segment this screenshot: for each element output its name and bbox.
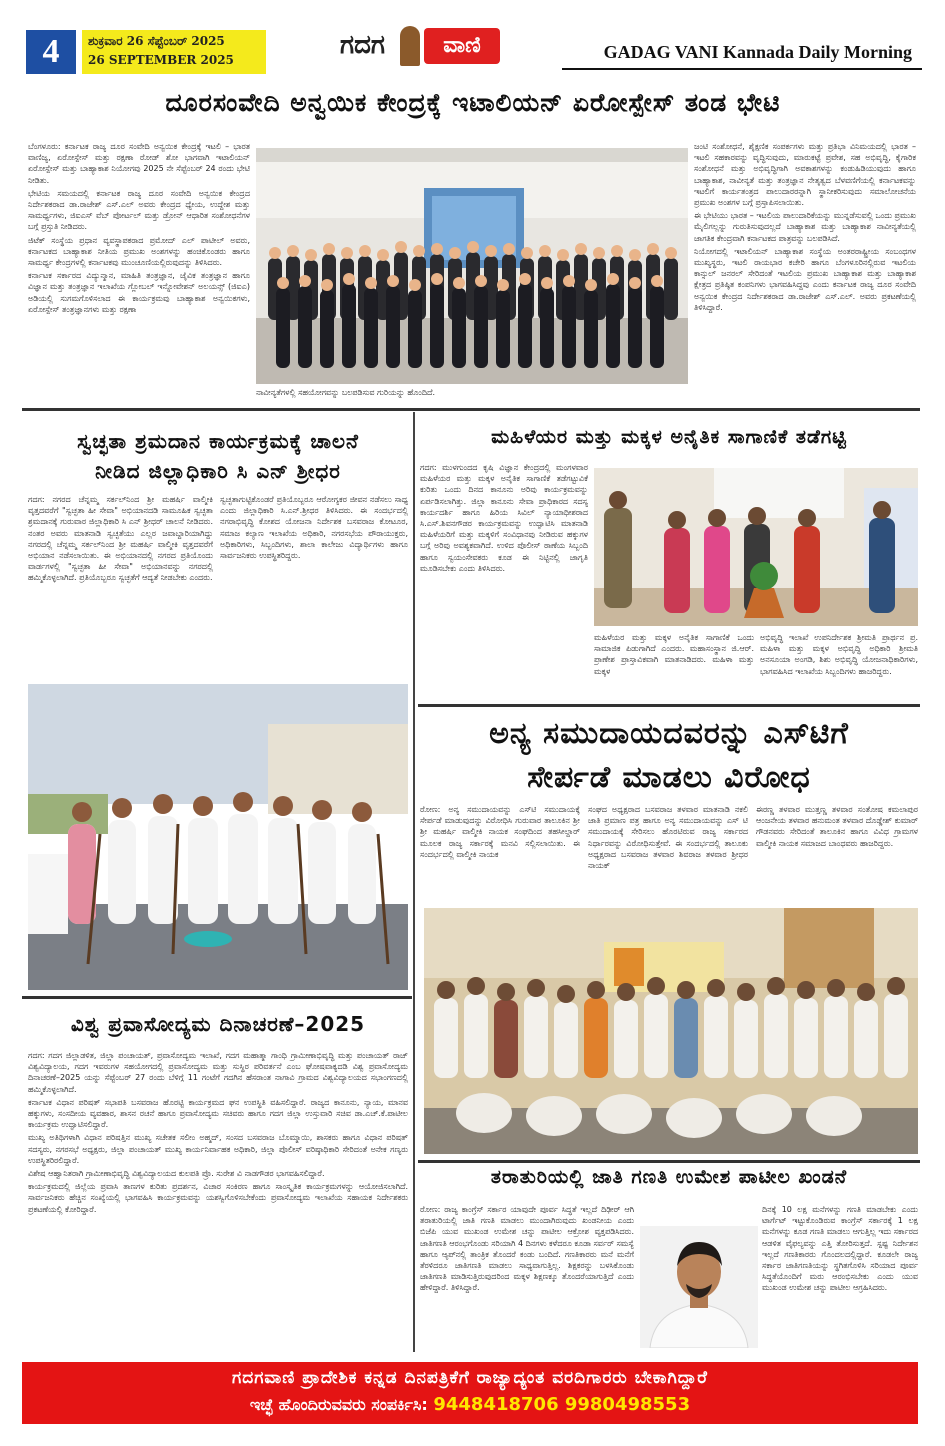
article5-col2: ಸಂಘದ ಅಧ್ಯಕ್ಷರಾದ ಬಸವರಾಜ ತಳವಾರ ಮಾತನಾಡಿ ನಕಲಿ ಜಾತಿ ಪ್ರಮಾಣ ಪತ್ರ ಹಾಗೂ ಅನ್ಯ ಸಮುದಾಯವನ್ನು ಎಸ್ ಟಿ ಸಮುದಾಯಕ್ಕೆ ಸೇರಿಸಲು ಹೊರಟಿರುವ ರಾಜ್ಯ ಸರ್ಕಾರದ ನಿರ್ಧಾರವನ್ನು ವಿರೋಧಿಸುತ್ತೇವೆ. ಈ ಸಂದರ್ಭದಲ್ಲಿ ತಾಲೂಕು ಅಧ್ಯಕ್ಷರಾದ ಬಸವರಾಜ ತಳವಾರ ಶಿವರಾಜ ತಳವಾರ ಶ್ರೀಧರ ನಾಯಕ್ [588, 805, 748, 871]
article6-portrait [640, 1226, 758, 1348]
article3-headline: ವಿಶ್ವ ಪ್ರವಾಸೋದ್ಯಮ ದಿನಾಚರಣೆ–2025 [70, 1012, 366, 1036]
paragraph: ವಿಶೇಷ ಆಹ್ವಾನಿತರಾಗಿ ಗ್ರಾಮೀಣಾಭಿವೃದ್ಧಿ ವಿಶ್ವವಿದ್ಯಾಲಯದ ಕುಲಪತಿ ಪ್ರೊ. ಸುರೇಶ ವಿ ನಾಡಗೌಡರ ಭಾಗವಹಿಸಲಿದ್ದಾರೆ. [28, 1169, 325, 1179]
section-divider [22, 408, 920, 411]
article4-headline: ಮಹಿಳೆಯರ ಮತ್ತು ಮಕ್ಕಳ ಅನೈತಿಕ ಸಾಗಾಣಿಕೆ ತಡೆಗಟ್ಟಿ [491, 426, 847, 448]
paragraph: ಜಂಟಿ ಸಂಶೋಧನೆ, ಶೈಕ್ಷಣಿಕ ಸಂಪರ್ಕಗಳು ಮತ್ತು ಪ್ರತಿಭಾ ವಿನಿಮಯದಲ್ಲಿ ಭಾರತ – ಇಟಲಿ ಸಹಕಾರವನ್ನು ವೃದ್ಧಿಸುವುದು, ಮಾರುಕಟ್ಟೆ ಪ್ರವೇಶ, ಸಹ ಅಭಿವೃದ್ಧಿ, ಕೈಗಾರಿಕ ಸಂಶೋಧನೆ ಮತ್ತು ಅಭಿವೃದ್ಧಿಗಾಗಿ ಅವಕಾಶಗಳನ್ನು ಕಂಡುಹಿಡಿಯುವುದು ಹಾಗೂ ಬಾಹ್ಯಾಕಾಶ, ನಾವೀನ್ಯತೆ ಮತ್ತು ತಂತ್ರಜ್ಞಾನ ನೇತೃತ್ವದ ಬೆಳವಣಿಗೆಯಲ್ಲಿ ಕರ್ನಾಟಕವನ್ನು ಇಟಲಿಗೆ ಕಾರ್ಯತಂತ್ರದ ಪಾಲುದಾರರನ್ನಾಗಿ ಸ್ಥಾನೀಕರಿಸುವುದು ಸಮಾಲೋಚನೆಯ ಪ್ರಮುಖ ಅಂಶಗಳ ಬಗ್ಗೆ ಪ್ರಸ್ತಾಪಿಸಲಾಯಿತು. [694, 142, 916, 208]
article5-headline [420, 712, 918, 800]
article5-col1: ರೋಣ: ಅನ್ಯ ಸಮುದಾಯವನ್ನು ಎಸ್‍ಟಿ ಸಮುದಾಯಕ್ಕೆ ಸೇರ್ಪಡೆ ಮಾಡುವುದನ್ನು ವಿರೋಧಿಸಿ ಗುರುವಾರ ತಾಲೂಕಿನ ಶ್ರೀ ಶ್ರೀ ಮಹರ್ಷಿ ವಾಲ್ಮೀಕಿ ನಾಯಕ ಸಂಘದಿಂದ ತಹಸೀಲ್ದಾರ್ ಮೂಲಕ ರಾಜ್ಯ ಸರ್ಕಾರಕ್ಕೆ ಮನವಿ ಸಲ್ಲಿಸಲಾಯಿತು. ಈ ಸಂದರ್ಭದಲ್ಲಿ ವಾಲ್ಮೀಕಿ ನಾಯಕ [420, 805, 580, 859]
paragraph: ಈ ಭೇಟಿಯು ಭಾರತ – ಇಟಲಿಯ ಪಾಲುದಾರಿಕೆಯನ್ನು ಮುನ್ನಡೆಸುವಲ್ಲಿ ಒಂದು ಪ್ರಮುಖ ಮೈಲಿಗಲ್ಲನ್ನು ಗುರುತಿಸುವುದಲ್ಲದೆ ಬಾಹ್ಯಾಕಾಶ ಮತ್ತು ಬಾಹ್ಯಾಕಾಶ ನಾವೀನ್ಯತೆಯಲ್ಲಿ ಜಾಗತಿಕ ಕೇಂದ್ರವಾಗಿ ಕರ್ನಾಟಕದ ಪಾತ್ರವನ್ನು ಬಲಪಡಿಸಿದೆ. [694, 211, 916, 243]
logo-text-right: ವಾಣಿ [424, 28, 500, 64]
paragraph: ಕಾರ್ಯಕ್ರಮದಲ್ಲಿ ಜಿಲ್ಲೆಯ ಪ್ರವಾಸಿ ತಾಣಗಳ ಕುರಿತು ಪ್ರದರ್ಶನ, ವಿಚಾರ ಸಂಕಿರಣ ಹಾಗೂ ಸಾಂಸ್ಕೃತಿಕ ಕಾರ್ಯಕ್ರಮಗಳನ್ನು ಆಯೋಜಿಸಲಾಗಿದೆ. ಸಾರ್ವಜನಿಕರು ಹೆಚ್ಚಿನ ಸಂಖ್ಯೆಯಲ್ಲಿ ಭಾಗವಹಿಸಿ ಕಾರ್ಯಕ್ರಮವನ್ನು ಯಶಸ್ವಿಗೊಳಿಸಬೇಕೆಂದು ಪ್ರವಾಸೋದ್ಯಮ ಇಲಾಖೆಯ ಸಹಾಯಕ ನಿರ್ದೇಶಕರು ಪ್ರಕಟಣೆಯಲ್ಲಿ ಕೋರಿದ್ದಾರೆ. [28, 1182, 408, 1214]
newspaper-logo [312, 24, 512, 74]
footer-banner [22, 1362, 918, 1424]
page-number: 4 [26, 30, 76, 74]
section-divider [22, 996, 412, 999]
article5-photo [424, 908, 918, 1154]
paragraph: ಬೆಂಗಳೂರು: ಕರ್ನಾಟಕ ರಾಜ್ಯ ದೂರ ಸಂವೇದಿ ಅನ್ವಯಿಕ ಕೇಂದ್ರಕ್ಕೆ ಇಟಲಿ – ಭಾರತ ವಾಣಿಜ್ಯ, ಏರೋಸ್ಪೇಸ್ ಮತ್ತು ರಕ್ಷಣಾ ರೋಡ್ ಶೋ ಭಾಗವಾಗಿ ಇಟಾಲಿಯನ್ ಏರೋಸ್ಪೇಸ್ ಮತ್ತು ಬಾಹ್ಯಾಕಾಶ ನಿಯೋಗವು 2025 ನೇ ಸೆಪ್ಟೆಂಬರ್ 24 ರಂದು ಭೇಟಿ ನೀಡಿತು. [28, 142, 250, 185]
article6-right-text: ದಿನಕ್ಕೆ 10 ಲಕ್ಷ ಮನೆಗಳನ್ನು ಗಣತಿ ಮಾಡಬೇಕು ಎಂದು ಟಾರ್ಗೆಟ್ ಇಟ್ಟುಕೊಂಡಿರುವ ಕಾಂಗ್ರೆಸ್ ಸರ್ಕಾರಕ್ಕೆ 1 ಲಕ್ಷ ಮನೆಗಳನ್ನು ಕೂಡ ಗಣತಿ ಮಾಡಲು ಆಗುತ್ತಿಲ್ಲ ಇದು ಸರ್ಕಾರದ ಆಡಳಿತ ವೈಫಲ್ಯವನ್ನು ಎತ್ತಿ ತೋರಿಸುತ್ತದೆ. ಸ್ಪಷ್ಟ ನಿರ್ದೇಶನ ಇಲ್ಲದೆ ಗಣತಿಕಾರರು ಗೊಂದಲದಲ್ಲಿದ್ದಾರೆ. ಕೂಡಲೇ ರಾಜ್ಯ ಸರ್ಕಾರ ಜಾತಿಗಣತಿಯನ್ನು ಸ್ಥಗಿತಗೊಳಿಸಿ ಸರಿಯಾದ ಪೂರ್ವ ಸಿದ್ಧತೆಯೊಂದಿಗೆ ಮರು ಆರಂಭಿಸಬೇಕು ಎಂದು ಯುವ ಮುಖಂಡ ಉಮೇಶ ಚನ್ನು ಪಾಟೀಲ ಆಗ್ರಹಿಸಿದರು. [762, 1205, 918, 1293]
article3-text [28, 1050, 408, 1350]
article4-photo [594, 468, 918, 626]
column-divider [413, 412, 415, 1352]
article1-right-text [694, 141, 916, 403]
article6-left-text: ರೋಣ: ರಾಜ್ಯ ಕಾಂಗ್ರೆಸ್ ಸರ್ಕಾರ ಯಾವುದೇ ಪೂರ್ವ ಸಿದ್ಧತೆ ಇಲ್ಲದೆ ದಿಢೀರ್ ಆಗಿ ತರಾತುರಿಯಲ್ಲಿ ಜಾತಿ ಗಣತಿ ಮಾಡಲು ಮುಂದಾಗಿರುವುದು ಖಂಡನೀಯ ಎಂದು ಬಿಜೆಪಿ ಯುವ ಮುಖಂಡ ಉಮೇಶ ಚನ್ನು ಪಾಟೀಲ ಆಕ್ರೋಶ ವ್ಯಕ್ತಪಡಿಸಿದರು. ಜಾತಿಗಣತಿ ಆರಂಭಗೊಂಡು ಸರಿಯಾಗಿ 4 ದಿನಗಳು ಕಳೆದರೂ ಕೂಡಾ ಸರ್ವರ್ ಸಮಸ್ಯೆ ಹಾಗೂ ಆ್ಯಪ್‍ನಲ್ಲಿ ತಾಂತ್ರಿಕ ತೊಂದರೆ ಕಂಡು ಬಂದಿದೆ. ಗಣತಿಕಾರರು ಮನೆ ಮನೆಗೆ ತೆರಳಿದರೂ ಜಾತಿಗಣತಿ ಮಾಡಲು ಸಾಧ್ಯವಾಗುತ್ತಿಲ್ಲ. ಶಿಕ್ಷಕರನ್ನು ಬಳಸಿಕೊಂಡು ಜಾತಿಗಣತಿ ಮಾಡಿಸುತ್ತಿರುವುದರಿಂದ ಮಕ್ಕಳ ಶಿಕ್ಷಣಕ್ಕೂ ತೊಂದರೆಯಾಗುತ್ತಿದೆ ಎಂದು ಹೇಳಿದ್ದಾರೆ. ತಿಳಿಸಿದ್ದಾರೆ. [420, 1205, 634, 1293]
masthead [22, 24, 922, 74]
date-kannada: ಶುಕ್ರವಾರ 26 ಸೆಪ್ಟೆಂಬರ್ 2025 [88, 34, 225, 48]
article2-headline-line2: ನೀಡಿದ ಜಿಲ್ಲಾಧಿಕಾರಿ ಸಿ ಎನ್ ಶ್ರೀಧರ [95, 459, 341, 483]
article5-headline-line1: ಅನ್ಯ ಸಮುದಾಯದವರನ್ನು ಎಸ್‍ಟಿಗೆ [489, 716, 849, 751]
paragraph: ಮುಖ್ಯ ಅತಿಥಿಗಳಾಗಿ ವಿಧಾನ ಪರಿಷತ್ತಿನ ಮುಖ್ಯ ಸಚೇತಕ ಸಲೀಂ ಅಹ್ಮದ್, ಸಂಸದ ಬಸವರಾಜ ಬೊಮ್ಮಾಯಿ, ಶಾಸಕರು ಹಾಗೂ ವಿಧಾನ ಪರಿಷತ್ ಸದಸ್ಯರು, ನಗರಸಭೆ ಅಧ್ಯಕ್ಷರು, ಜಿಲ್ಲಾ ಪಂಚಾಯತ್ ಮುಖ್ಯ ಕಾರ್ಯನಿರ್ವಾಹಕ ಅಧಿಕಾರಿ, ಜಿಲ್ಲಾ ಪೊಲೀಸ್ ವರಿಷ್ಠಾಧಿಕಾರಿ ಸೇರಿದಂತೆ ಅನೇಕ ಗಣ್ಯರು ಉಪಸ್ಥಿತರಿರಲಿದ್ದಾರೆ. [28, 1133, 408, 1165]
paragraph: ಭೇಟಿಯ ಸಮಯದಲ್ಲಿ ಕರ್ನಾಟಕ ರಾಜ್ಯ ದೂರ ಸಂವೇದಿ ಅನ್ವಯಿಕ ಕೇಂದ್ರದ ನಿರ್ದೇಶಕರಾದ ಡಾ.ರಾಜೇಶ್ ಎಸ್.ಎಲ್ ಅವರು ಕೇಂದ್ರದ ಧ್ಯೇಯ, ಉದ್ದೇಶ ಮತ್ತು ಸಾಮರ್ಥ್ಯಗಳು, ಜಿಐಎಸ್ ವೆಬ್ ಪೋರ್ಟಲ್ ಮತ್ತು ಡ್ರೋನ್ ಆಧಾರಿತ ಸಂಶೋಧನೆಗಳ ಬಗ್ಗೆ ಪ್ರಸ್ತುತಿ ನೀಡಿದರು. [28, 188, 250, 232]
article2-headline [28, 426, 408, 486]
brand-rule [562, 68, 922, 70]
article2-headline-line1: ಸ್ವಚ್ಛತಾ ಶ್ರಮದಾನ ಕಾರ್ಯಕ್ರಮಕ್ಕೆ ಚಾಲನೆ [77, 429, 359, 453]
footer-line1: ಗದಗವಾಣಿ ಪ್ರಾದೇಶಿಕ ಕನ್ನಡ ದಿನಪತ್ರಿಕೆಗೆ ರಾಜ್ಯಾದ್ಯಂತ ವರದಿಗಾರರು ಬೇಕಾಗಿದ್ದಾರೆ [232, 1368, 708, 1388]
article2-col1: ಗದಗ: ನಗರದ ಚೆನ್ನಮ್ಮ ಸರ್ಕಲ್‍ನಿಂದ ಶ್ರೀ ಮಹರ್ಷಿ ವಾಲ್ಮೀಕಿ ವೃತ್ತದವರೆಗೆ "ಸ್ವಚ್ಛತಾ ಹೀ ಸೇವಾ" ಅಭಿಯಾನದಡಿ ಸಾಮೂಹಿಕ ಸ್ವಚ್ಛತಾ ಶ್ರಮದಾನಕ್ಕೆ ಗುರುವಾರ ಜಿಲ್ಲಾಧಿಕಾರಿ ಸಿ ಎನ್ ಶ್ರೀಧರ್ ಚಾಲನೆ ನೀಡಿದರು. ನಂತರ ಅವರು ಮಾತನಾಡಿ ಸ್ವಚ್ಛತೆಯು ಎಲ್ಲರ ಜವಾಬ್ದಾರಿಯಾಗಿದ್ದು ನಗರದಲ್ಲಿ ಚೆನ್ನಮ್ಮ ಸರ್ಕಲ್‍ನಿಂದ ಶ್ರೀ ಮಹರ್ಷಿ ವಾಲ್ಮೀಕಿ ವೃತ್ತದವರೆಗೆ ಅಭಿಯಾನ ನಡೆಸಲಾಯಿತು. ಈ ಅಭಿಯಾನದಲ್ಲಿ ನಗರದ ಪ್ರತಿಯೊಂದು ವಾರ್ಡಗಳಲ್ಲಿ "ಸ್ವಚ್ಛತಾ ಹೀ ಸೇವಾ" ಅಭಿಯಾನವನ್ನು ನಗರದಲ್ಲಿ ಹಮ್ಮಿಕೊಳ್ಳಲಾಗಿದೆ. ಪ್ರತಿಯೊಬ್ಬರೂ ಸ್ವಚ್ಛತೆಗೆ ಆದ್ಯತೆ ನೀಡಬೇಕು ಎಂದರು. [28, 495, 213, 583]
logo-figure-icon [400, 26, 420, 66]
article1-photo-caption: ನಾವೀನ್ಯತೆಗಳಲ್ಲಿ ಸಹಯೋಗವನ್ನು ಬಲಪಡಿಸುವ ಗುರಿಯನ್ನು ಹೊಂದಿದೆ. [256, 388, 436, 397]
article6-headline: ತರಾತುರಿಯಲ್ಲಿ ಜಾತಿ ಗಣತಿ ಉಮೇಶ ಪಾಟೀಲ ಖಂಡನೆ [490, 1166, 848, 1188]
article5-headline-line2: ಸೇರ್ಪಡೆ ಮಾಡಲು ವಿರೋಧ [527, 760, 811, 795]
article2-col2: ಸ್ವಚ್ಛತಾಗುಟ್ಟಿಕೊಂಡರೆ ಪ್ರತಿಯೊಬ್ಬರೂ ಆರೋಗ್ಯಕರ ಜೀವನ ನಡೆಸಲು ಸಾಧ್ಯ ಎಂದು ಜಿಲ್ಲಾಧಿಕಾರಿ ಸಿ.ಎನ್.ಶ್ರೀಧರ ತಿಳಿಸಿದರು. ಈ ಸಂದರ್ಭದಲ್ಲಿ ನಗರಾಭಿವೃದ್ಧಿ ಕೋಶದ ಯೋಜನಾ ನಿರ್ದೇಶಕ ಬಸವರಾಜ ಕೋಟೂರ, ಸಮಾಜ ಕಲ್ಯಾಣ ಇಲಾಖೆಯ ಅಧಿಕಾರಿ, ನಗರಸಭೆಯ ಪೌರಾಯುಕ್ತರು, ಅಧಿಕಾರಿಗಳು, ಸಿಬ್ಬಂದಿಗಳು, ಶಾಲಾ ಕಾಲೇಜು ವಿದ್ಯಾರ್ಥಿಗಳು ಹಾಗೂ ಸಾರ್ವಜನಿಕರು ಉಪಸ್ಥಿತರಿದ್ದರು. [220, 495, 408, 561]
article4-bottom-left-text: ಮಹಿಳೆಯರ ಮತ್ತು ಮಕ್ಕಳ ಅನೈತಿಕ ಸಾಗಾಣಿಕೆ ಒಂದು ಸಾಮಾಜಿಕ ಪಿಡುಗಾಗಿದೆ ಎಂದರು. ಮಹಾಸಂಸ್ಥಾನ ಜಿ.ಆರ್. ಪ್ರಾಣೇಶ ಪ್ರಾಸ್ತಾವಿಕವಾಗಿ ಮಾತನಾಡಿದರು. ಮಹಿಳಾ ಮತ್ತು ಮಕ್ಕಳ [594, 633, 754, 676]
article2-photo [28, 684, 408, 990]
article1-headline: ದೂರಸಂವೇದಿ ಅನ್ವಯಿಕ ಕೇಂದ್ರಕ್ಕೆ ಇಟಾಲಿಯನ್ ಏರೋಸ್ಪೇಸ್ ತಂಡ ಭೇಟಿ [165, 88, 781, 117]
article5-col3: ಈರಣ್ಣ ತಳವಾರ ಮುತ್ತಣ್ಣ ತಳವಾರ ಸಂತೋಷ ಕಮಲಾಪುರ ಆಂಜನೇಯ ತಳವಾರ ಹನುಮಂತ ತಳವಾರ ದೊಡ್ಡೇಶ್ ಕುಮಾರ್ ಗೌಡನವರು ಸೇರಿದಂತೆ ತಾಲೂಕಿನ ಹಾಗೂ ವಿವಿಧ ಗ್ರಾಮಗಳ ವಾಲ್ಮೀಕಿ ನಾಯಕ ಸಮಾಜದ ಬಾಂಧವರು ಹಾಜರಿದ್ದರು. [756, 805, 918, 848]
section-divider [418, 1160, 920, 1163]
article4-left-text: ಗದಗ: ಮುಳಗುಂದದ ಕೃಷಿ ವಿಜ್ಞಾನ ಕೇಂದ್ರದಲ್ಲಿ ಮಂಗಳವಾರ ಮಹಿಳೆಯರ ಮತ್ತು ಮಕ್ಕಳ ಅನೈತಿಕ ಸಾಗಾಣಿಕೆ ತಡೆಗಟ್ಟುವಿಕೆ ಕುರಿತು ಒಂದು ದಿನದ ಕಾನೂನು ಅರಿವು ಕಾರ್ಯಕ್ರಮವನ್ನು ಏರ್ಪಡಿಸಲಾಗಿತ್ತು. ಜಿಲ್ಲಾ ಕಾನೂನು ಸೇವಾ ಪ್ರಾಧಿಕಾರದ ಸದಸ್ಯ ಕಾರ್ಯದರ್ಶಿ ಹಾಗೂ ಹಿರಿಯ ಸಿವಿಲ್ ನ್ಯಾಯಾಧೀಶರಾದ ಸಿ.ಎಸ್.ಶಿವನಗೌಡರ ಕಾರ್ಯಕ್ರಮವನ್ನು ಉದ್ಘಾಟಿಸಿ ಮಾತನಾಡಿ ಮಹಿಳೆಯರಿಗೆ ಮತ್ತು ಮಕ್ಕಳಿಗೆ ಸಂವಿಧಾನವು ನೀಡಿರುವ ಹಕ್ಕುಗಳ ಬಗ್ಗೆ ಅರಿವು ಅವಶ್ಯಕವಾಗಿದೆ. ಉಳಿದ ಪೊಲೀಸ್ ಠಾಣೆಯ ಸಿಬ್ಬಂದಿ ಹಾಗೂ ಸ್ವಯಂಸೇವಕರು ಕೂಡ ಈ ನಿಟ್ಟಿನಲ್ಲಿ ಜಾಗೃತಿ ಮೂಡಿಸಬೇಕು ಎಂದು ತಿಳಿಸಿದರು. [420, 463, 588, 573]
footer-line2 [22, 1394, 918, 1415]
brand-name: GADAG VANI Kannada Daily Morning [603, 42, 912, 62]
paragraph: ಗದಗ: ಗದಗ ಜಿಲ್ಲಾಡಳಿತ, ಜಿಲ್ಲಾ ಪಂಚಾಯತ್, ಪ್ರವಾಸೋದ್ಯಮ ಇಲಾಖೆ, ಗದಗ ಮಹಾತ್ಮಾ ಗಾಂಧಿ ಗ್ರಾಮೀಣಾಭಿವೃದ್ಧಿ ಮತ್ತು ಪಂಚಾಯತ್ ರಾಜ್ ವಿಶ್ವವಿದ್ಯಾಲಯ, ಗದಗ ಇವರುಗಳ ಸಹಯೋಗದಲ್ಲಿ ಪ್ರವಾಸೋದ್ಯಮ ಮತ್ತು ಸುಸ್ಥಿರ ಪರಿವರ್ತನೆ ಎಂಬ ಘೋಷವಾಕ್ಯದಡಿ ವಿಶ್ವ ಪ್ರವಾಸೋದ್ಯಮ ದಿನಾಚರಣೆ–2025 ಯನ್ನು ಸೆಪ್ಟೆಂಬರ್ 27 ರಂದು ಬೆಳಿಗ್ಗೆ 11 ಗಂಟೆಗೆ ಗದಗಿನ ಹೆಸರಾಂತ ನಾಗಾವಿ ಗ್ರಾಮದ ವಿಶ್ವವಿದ್ಯಾಲಯದ ಸಭಾಂಗಣದಲ್ಲಿ ಹಮ್ಮಿಕೊಳ್ಳಲಾಗಿದೆ. [28, 1051, 408, 1094]
article4-bottom-right-text: ಅಭಿವೃದ್ಧಿ ಇಲಾಖೆ ಉಪನಿರ್ದೇಶಕ ಶ್ರೀಮತಿ ಪ್ರಾರ್ಥನ ಪ್ರ. ಮಹಿಳಾ ಮತ್ತು ಮಕ್ಕಳ ಅಭಿವೃದ್ಧಿ ಅಧಿಕಾರಿ ಶ್ರೀಮತಿ ಅನಸೂಯಾ ಅಂಗಡಿ, ಶಿಶು ಅಭಿವೃದ್ಧಿ ಯೋಜನಾಧಿಕಾರಿಗಳು, ಭಾಗವಹಿಸಿದ ಇಲಾಖೆಯ ಸಿಬ್ಬಂದಿಗಳು ಹಾಜರಿದ್ದರು. [760, 633, 918, 676]
paragraph: ಕರ್ನಾಟಕ ವಿಧಾನ ಪರಿಷತ್ ಸಭಾಪತಿ ಬಸವರಾಜ ಹೊರಟ್ಟಿ ಕಾರ್ಯಕ್ರಮದ ಘನ ಉಪಸ್ಥಿತಿ ವಹಿಸಲಿದ್ದಾರೆ. ರಾಜ್ಯದ ಕಾನೂನು, ನ್ಯಾಯ, ಮಾನವ ಹಕ್ಕುಗಳು, ಸಂಸದೀಯ ವ್ಯವಹಾರ, ಶಾಸನ ರಚನೆ ಹಾಗೂ ಪ್ರವಾಸೋದ್ಯಮ ಸಚಿವರು ಹಾಗೂ ಗದಗ ಜಿಲ್ಲಾ ಉಸ್ತುವಾರಿ ಸಚಿವ ಡಾ.ಎಚ್.ಕೆ.ಪಾಟೀಲ ಕಾರ್ಯಕ್ರಮ ಉದ್ಘಾಟಿಸಲಿದ್ದಾರೆ. [28, 1097, 408, 1130]
date-english: 26 SEPTEMBER 2025 [88, 53, 234, 67]
footer-contact-label: ಇಚ್ಛೆ ಹೊಂದಿರುವವರು ಸಂಪರ್ಕಿಸಿ: [249, 1395, 428, 1414]
paragraph: ನಿಯೋಗದಲ್ಲಿ ಇಟಾಲಿಯನ್ ಬಾಹ್ಯಾಕಾಶ ಸಂಸ್ಥೆಯ ಅಂತರರಾಷ್ಟ್ರೀಯ ಸಂಬಂಧಗಳ ಮುಖ್ಯಸ್ಥರು, ಇಟಲಿ ರಾಯಭಾರ ಕಚೇರಿ ಹಾಗೂ ಬೆಂಗಳೂರಿನಲ್ಲಿರುವ ಇಟಲಿಯ ಕಾನ್ಸುಲ್ ಜನರಲ್ ಸೇರಿದಂತೆ ಇಟಲಿಯ ಪ್ರಮುಖ ಬಾಹ್ಯಾಕಾಶ ಮತ್ತು ಬಾಹ್ಯಾಕಾಶ ಕ್ಷೇತ್ರದ ಪ್ರತಿಷ್ಠಿತ ಕಂಪನಿಗಳು ಭಾಗವಹಿಸಿದ್ದವು ಎಂದು ಕರ್ನಾಟಕ ರಾಜ್ಯ ದೂರ ಸಂವೇದಿ ಅನ್ವಯಿಕ ಕೇಂದ್ರದ ನಿರ್ದೇಶಕರಾದ ಡಾ.ರಾಜೇಶ್ ಎಸ್.ಎಲ್. ಅವರು ಪ್ರಕಟಣೆಯಲ್ಲಿ ತಿಳಿಸಿದ್ದಾರೆ. [694, 246, 916, 312]
section-divider [418, 704, 920, 707]
paragraph: ಕರ್ನಾಟಕ ಸರ್ಕಾರದ ವಿದ್ಯುನ್ಮಾನ, ಮಾಹಿತಿ ತಂತ್ರಜ್ಞಾನ, ಜೈವಿಕ ತಂತ್ರಜ್ಞಾನ ಹಾಗೂ ವಿಜ್ಞಾನ ಮತ್ತು ತಂತ್ರಜ್ಞಾನ ಇಲಾಖೆಯ ಗ್ಲೋಬಲ್ ಇನ್ನೋವೇಶನ್ ಅಲಯನ್ಸ್ (ಜಿಐಎ) ಅಡಿಯಲ್ಲಿ ಸುಗಮಗೊಳಿಸಲಾದ ಈ ಕಾರ್ಯಕ್ರಮವು ಬಾಹ್ಯಾಕಾಶ ಅನ್ವಯಿಕಗಳು, ಏರೋಸ್ಪೇಸ್ ತಂತ್ರಜ್ಞಾನಗಳು ಮತ್ತು ರಕ್ಷಣಾ [28, 271, 250, 314]
footer-phone-numbers: 9448418706 9980498553 [433, 1394, 691, 1415]
paragraph: ಜಿಟೆಕ್ ಸಂಸ್ಥೆಯ ಪ್ರಧಾನ ವ್ಯವಸ್ಥಾಪಕರಾದ ಪ್ರಮೋದ್ ಎಲ್ ಪಾಟೀಲ್ ಅವರು, ಕರ್ನಾಟಕದ ಬಾಹ್ಯಾಕಾಶ ನೀತಿಯ ಪ್ರಮುಖ ಅಂಶಗಳನ್ನು ಹಂಚಿಕೊಂಡರು ಹಾಗೂ ಸಾಮರ್ಥ್ಯ ಕೇಂದ್ರಗಳಲ್ಲಿ ಕರ್ನಾಟಕವು ಮುಂಚೂಣಿಯಲ್ಲಿರುವುದನ್ನು ತಿಳಿಸಿದರು. [28, 235, 250, 268]
date-box [82, 30, 266, 74]
logo-text-left: ಗದಗ [340, 30, 385, 60]
article1-photo [256, 148, 688, 384]
article1-left-text [28, 141, 250, 403]
